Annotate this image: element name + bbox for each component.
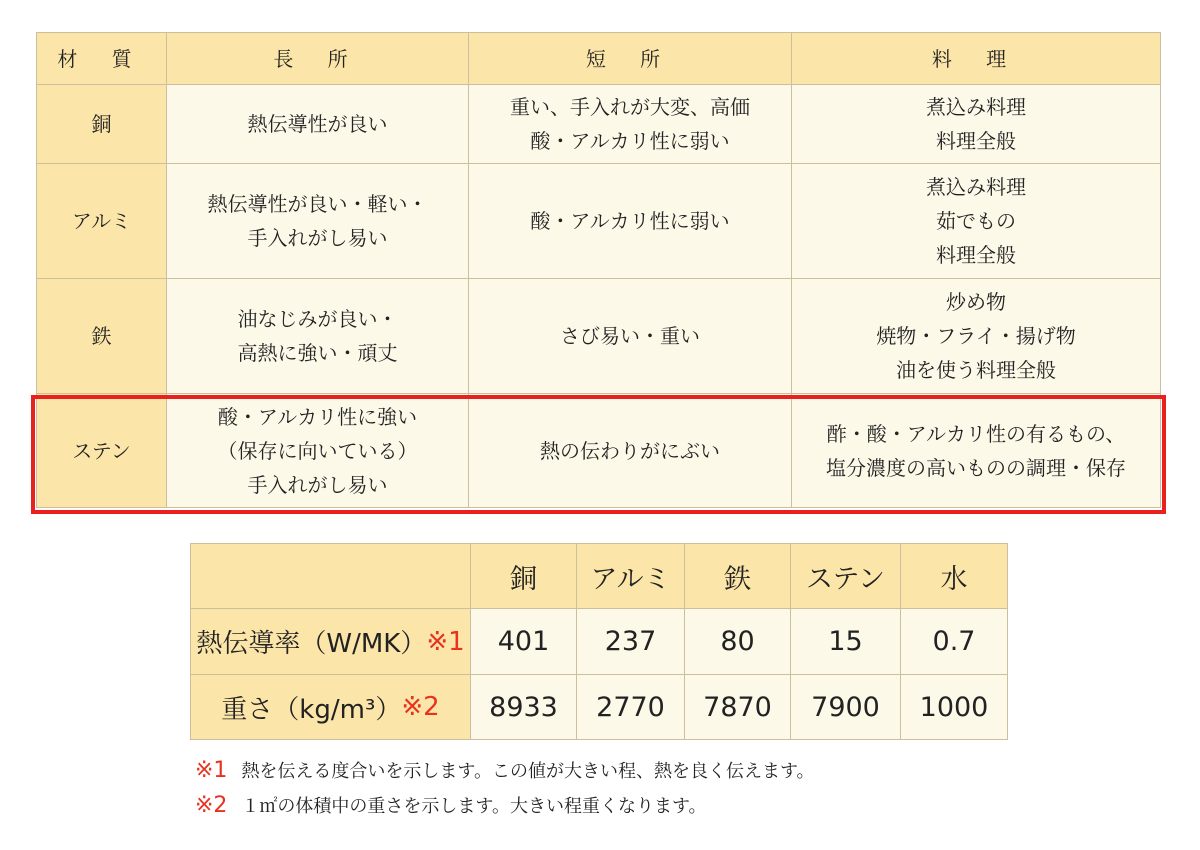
- weight-aluminum: 2770: [577, 675, 685, 740]
- thermal-conductivity-text: 熱伝導率（W/MK）: [196, 629, 427, 659]
- aluminum-pros-line: 熱伝導性が良い・軽い・: [207, 192, 428, 216]
- copper-cons: [469, 85, 792, 164]
- weight-iron: 7870: [685, 675, 791, 740]
- material-aluminum: アルミ: [37, 164, 167, 279]
- property-header-aluminum: アルミ: [577, 544, 685, 609]
- weight-label: [191, 675, 471, 740]
- aluminum-pros: [167, 164, 469, 279]
- copper-cons-line: 酸・アルカリ性に弱い: [530, 129, 730, 153]
- iron-cons: [469, 279, 792, 394]
- aluminum-cooking-line: 煮込み料理: [926, 175, 1026, 199]
- footnote-1-mark: ※1: [195, 758, 228, 783]
- header-material: 材 質: [37, 33, 167, 85]
- thermal-stainless: 15: [791, 609, 901, 675]
- property-header-iron: 鉄: [685, 544, 791, 609]
- thermal-copper: 401: [471, 609, 577, 675]
- iron-pros: [167, 279, 469, 394]
- stainless-cons: [469, 394, 792, 508]
- iron-cooking-line: 油を使う料理全般: [896, 358, 1056, 382]
- footnote-1: [195, 757, 815, 783]
- weight-text: 重さ（kg/m³）: [221, 694, 402, 725]
- property-table: [190, 543, 1008, 740]
- header-pros: 長 所: [167, 33, 469, 85]
- material-iron: 鉄: [37, 279, 167, 394]
- weight-copper: 8933: [471, 675, 577, 740]
- copper-cooking-line: 煮込み料理: [926, 95, 1026, 119]
- copper-cons-line: 重い、手入れが大変、高価: [510, 95, 750, 119]
- thermal-conductivity-label: [191, 609, 471, 675]
- footnote-2-mark: ※2: [195, 793, 228, 818]
- material-copper: 銅: [37, 85, 167, 164]
- iron-pros-line: 油なじみが良い・: [237, 307, 398, 331]
- footnote-1-text: 熱を伝える度合いを示します。この値が大きい程、熱を良く伝えます。: [241, 761, 815, 782]
- stainless-cooking-line: 酢・酸・アルカリ性の有るもの、: [826, 421, 1126, 446]
- iron-cooking-line: 炒め物: [946, 290, 1006, 314]
- note-mark-2: ※2: [401, 692, 440, 722]
- copper-pros-line: 熱伝導性が良い: [247, 112, 388, 136]
- note-mark-1: ※1: [426, 626, 465, 657]
- iron-pros-line: 高熱に強い・頑丈: [237, 341, 398, 365]
- thermal-iron: 80: [685, 609, 791, 675]
- material-comparison-table: [36, 32, 1161, 508]
- aluminum-cons: [469, 164, 792, 279]
- footnote-2-text: １㎡の体積中の重さを示します。大きい程重くなります。: [241, 796, 707, 817]
- stainless-cooking-line: 塩分濃度の高いものの調理・保存: [826, 455, 1126, 480]
- stainless-pros-line: 酸・アルカリ性に強い: [217, 404, 418, 429]
- aluminum-cons-line: 酸・アルカリ性に弱い: [530, 209, 730, 233]
- weight-stainless: 7900: [791, 675, 901, 740]
- copper-cooking-line: 料理全般: [936, 129, 1016, 153]
- copper-pros: [167, 85, 469, 164]
- aluminum-cooking: [792, 164, 1161, 279]
- header-cooking: 料 理: [792, 33, 1161, 85]
- property-header-copper: 銅: [471, 544, 577, 609]
- iron-cons-line: さび易い・重い: [560, 324, 700, 348]
- iron-cooking-line: 焼物・フライ・揚げ物: [876, 324, 1076, 348]
- thermal-aluminum: 237: [577, 609, 685, 675]
- property-header-stainless: ステン: [791, 544, 901, 609]
- property-header-water: 水: [901, 544, 1008, 609]
- copper-cooking: [792, 85, 1161, 164]
- iron-cooking: [792, 279, 1161, 394]
- aluminum-cooking-line: 料理全般: [936, 243, 1016, 267]
- stainless-cooking: [792, 394, 1161, 508]
- weight-water: 1000: [901, 675, 1008, 740]
- property-header-blank: [191, 544, 471, 609]
- stainless-cons-line: 熱の伝わりがにぶい: [540, 438, 720, 463]
- material-stainless: ステン: [37, 394, 167, 508]
- stainless-pros-line: （保存に向いている）: [217, 438, 418, 463]
- stainless-pros: [167, 394, 469, 508]
- stainless-pros-line: 手入れがし易い: [247, 472, 388, 497]
- footnote-2: [195, 792, 707, 818]
- aluminum-pros-line: 手入れがし易い: [247, 226, 388, 250]
- header-cons: 短 所: [469, 33, 792, 85]
- aluminum-cooking-line: 茹でもの: [936, 209, 1016, 233]
- thermal-water: 0.7: [901, 609, 1008, 675]
